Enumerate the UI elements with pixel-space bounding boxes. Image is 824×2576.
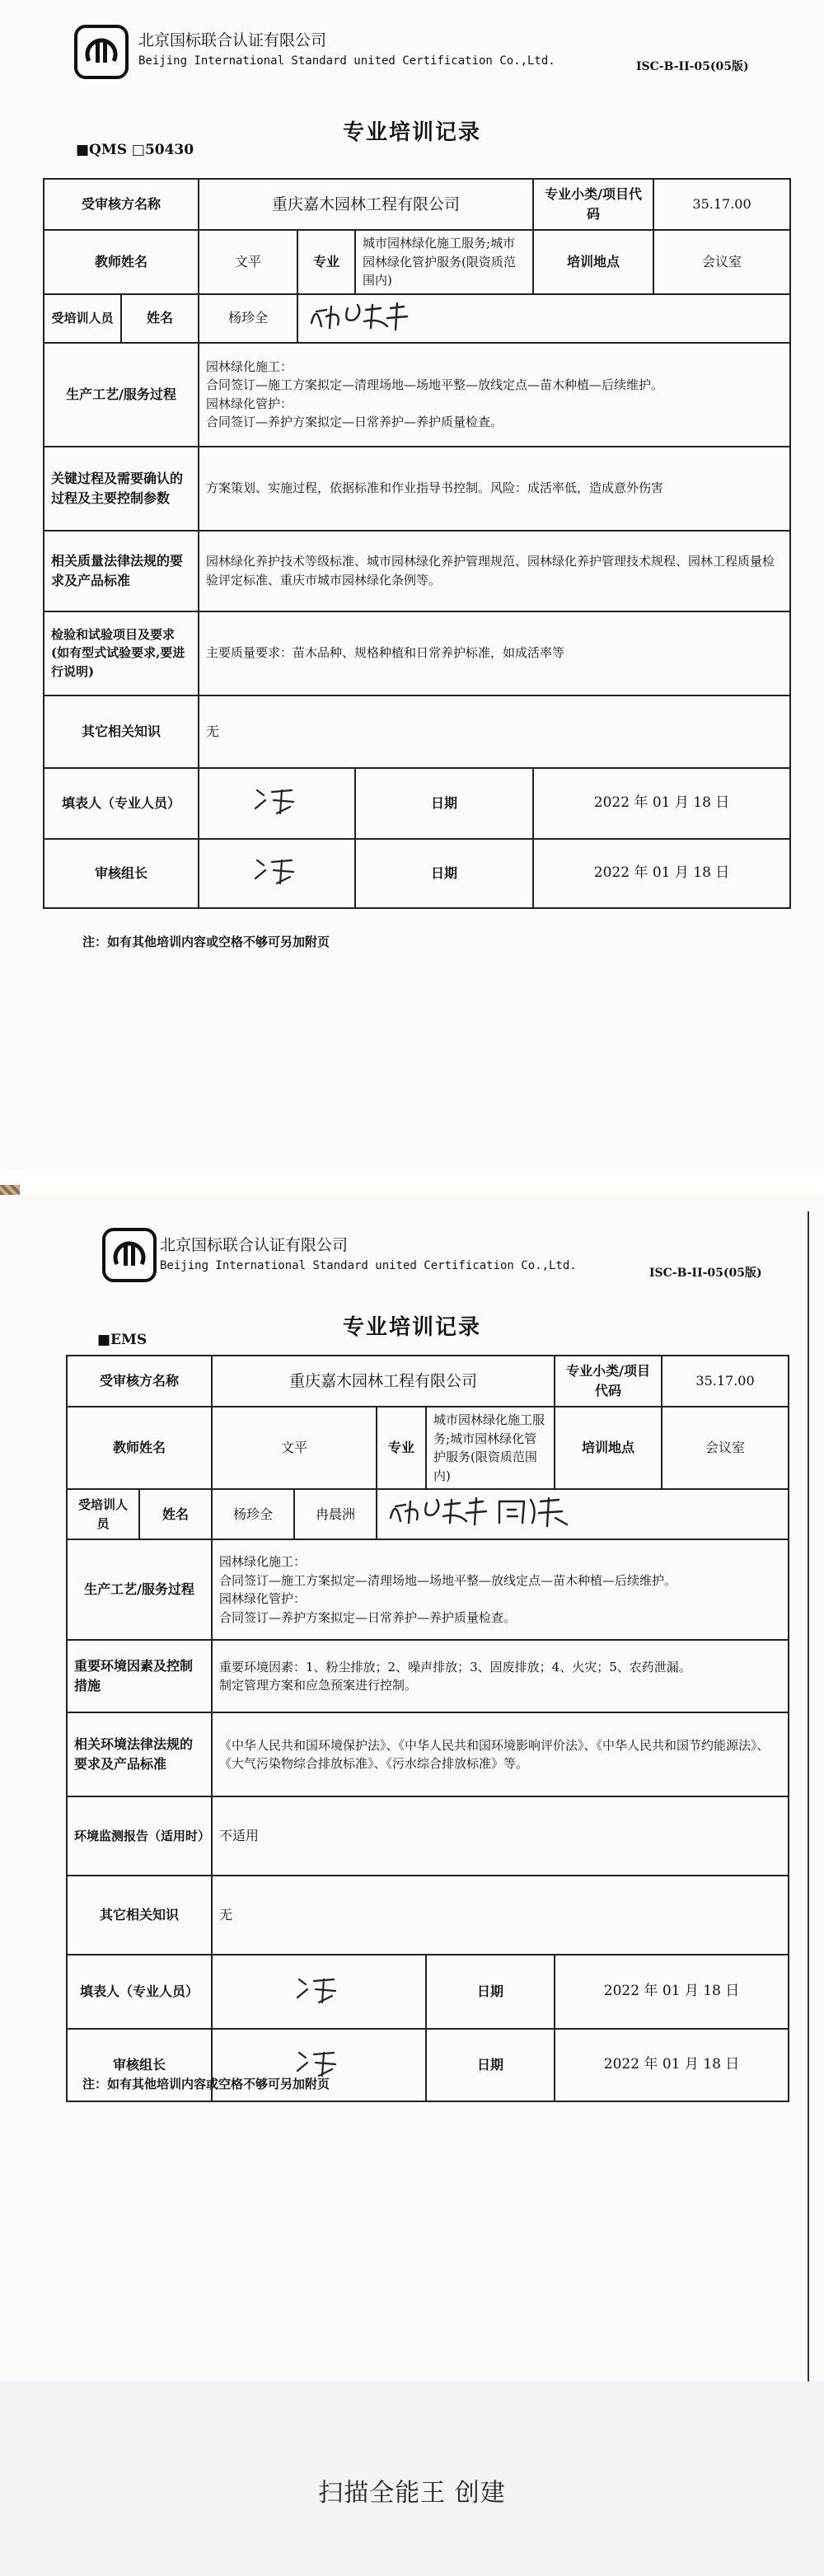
reviewer-date: 2022 年 01 月 18 日 xyxy=(555,2029,789,2101)
org-name-cn: 北京国标联合认证有限公司 xyxy=(160,1236,349,1254)
name-label: 姓名 xyxy=(139,1489,212,1539)
monitor-label: 环境监测报告（适用时） xyxy=(67,1796,212,1876)
doc-number: ISC-B-II-05(05版) xyxy=(649,1267,762,1280)
trainee-label: 受培训人员 xyxy=(67,1489,139,1539)
training-table-qms xyxy=(43,178,791,909)
other-label: 其它相关知识 xyxy=(44,696,199,768)
laws-label: 相关环境法律法规的要求及产品标准 xyxy=(67,1712,212,1796)
category-label: 专业小类/项目代码 xyxy=(533,179,653,230)
standard-tag: ■EMS xyxy=(97,1332,147,1348)
tests-value: 主要质量要求：苗木品种、规格种植和日常养护标准，如成活率等 xyxy=(199,611,790,696)
place-value: 会议室 xyxy=(662,1407,789,1489)
key-process-value: 方案策划、实施过程，依据标准和作业指导书控制。风险：成活率低，造成意外伤害 xyxy=(199,447,790,531)
other-value: 无 xyxy=(212,1876,789,1955)
trainee-signature xyxy=(305,298,412,333)
scan-edge xyxy=(808,1211,809,2382)
env-factor-value: 重要环境因素：1、粉尘排放；2、噪声排放；3、固废排放；4、火灾；5、农药泄漏。 制定管理方案和应急预案进行控制。 xyxy=(212,1640,789,1712)
filler-signature-cell xyxy=(199,768,355,839)
org-logo xyxy=(102,1228,157,1282)
specialty-value: 城市园林绿化施工服务;城市园林绿化管护服务(限资质范围内) xyxy=(426,1407,555,1489)
name-label: 姓名 xyxy=(121,294,199,343)
teacher-label: 教师姓名 xyxy=(44,230,199,294)
teacher-value: 文平 xyxy=(199,230,297,294)
trainee-signature-cell xyxy=(377,1489,789,1539)
scanner-watermark: 扫描全能王 创建 xyxy=(318,2479,506,2508)
trainee-signature-cell xyxy=(297,294,790,343)
specialty-value: 城市园林绿化施工服务;城市园林绿化管护服务(限资质范围内) xyxy=(355,230,533,294)
form-title: 专业培训记录 xyxy=(342,120,481,145)
page-gap xyxy=(0,1170,824,1195)
specialty-label: 专业 xyxy=(297,230,355,294)
laws-value: 《中华人民共和国环境保护法》、《中华人民共和国环境影响评价法》、《中华人民共和国节约能源法》、《大气污染物综合排放标准》、《污水综合排放标准》等。 xyxy=(212,1712,789,1796)
trainee-name: 杨珍全 xyxy=(199,294,297,343)
trainee-signatures xyxy=(384,1493,574,1529)
reviewer-label: 审核组长 xyxy=(44,839,199,908)
org-name-en: Beijing International Standard united Certification Co.,Ltd. xyxy=(160,1259,577,1272)
org-logo xyxy=(74,25,129,79)
page-1 xyxy=(0,0,824,1170)
reviewer-date-label: 日期 xyxy=(355,839,533,908)
company-value: 重庆嘉木园林工程有限公司 xyxy=(199,179,533,230)
filler-signature-cell xyxy=(212,1955,426,2029)
scanner-footer xyxy=(0,2382,824,2576)
trainee-name-2: 冉晨洲 xyxy=(294,1489,377,1539)
form-title: 专业培训记录 xyxy=(342,1315,481,1340)
process-value: 园林绿化施工： 合同签订—施工方案拟定—清理场地—场地平整—放线定点—苗木种植—后续维护。 园林绿化管护： 合同签订—养护方案拟定—日常养护—养护质量检查。 xyxy=(199,343,790,447)
process-label: 生产工艺/服务过程 xyxy=(67,1539,212,1640)
teacher-label: 教师姓名 xyxy=(67,1407,212,1489)
footnote: 注：如有其他培训内容或空格不够可另加附页 xyxy=(82,934,330,949)
reviewer-signature xyxy=(252,854,302,887)
standard-tag: ■QMS □50430 xyxy=(76,142,194,158)
filler-date-label: 日期 xyxy=(355,768,533,839)
reviewer-date: 2022 年 01 月 18 日 xyxy=(533,839,790,908)
filler-signature xyxy=(294,1973,344,2006)
process-label: 生产工艺/服务过程 xyxy=(44,343,199,447)
trainee-name-1: 杨珍全 xyxy=(212,1489,294,1539)
reviewer-signature-cell xyxy=(199,839,355,908)
trainee-label: 受培训人员 xyxy=(44,294,121,343)
category-code: 35.17.00 xyxy=(653,179,790,230)
specialty-label: 专业 xyxy=(377,1407,426,1489)
other-label: 其它相关知识 xyxy=(67,1876,212,1955)
place-label: 培训地点 xyxy=(555,1407,662,1489)
monitor-value: 不适用 xyxy=(212,1796,789,1876)
process-value: 园林绿化施工： 合同签订—施工方案拟定—清理场地—场地平整—放线定点—苗木种植—后续维护。 园林绿化管护： 合同签订—养护方案拟定—日常养护—养护质量检查。 xyxy=(212,1539,789,1640)
laws-label: 相关质量法律法规的要求及产品标准 xyxy=(44,531,199,611)
filler-date: 2022 年 01 月 18 日 xyxy=(555,1955,789,2029)
other-value: 无 xyxy=(199,696,790,768)
reviewer-date-label: 日期 xyxy=(426,2029,555,2101)
filler-label: 填表人（专业人员） xyxy=(67,1955,212,2029)
teacher-value: 文平 xyxy=(212,1407,377,1489)
org-name-cn: 北京国标联合认证有限公司 xyxy=(138,31,327,49)
place-value: 会议室 xyxy=(653,230,790,294)
page-2 xyxy=(0,1195,824,2382)
training-table-ems xyxy=(66,1355,789,2102)
reviewer-label: 审核组长 xyxy=(67,2029,212,2101)
company-value: 重庆嘉木园林工程有限公司 xyxy=(212,1356,555,1407)
company-label: 受审核方名称 xyxy=(44,179,199,230)
laws-value: 园林绿化养护技术等级标准、城市园林绿化养护管理规范、园林绿化养护管理技术规程、园林工程质量检验评定标准、重庆市城市园林绿化条例等。 xyxy=(199,531,790,611)
filler-date-label: 日期 xyxy=(426,1955,555,2029)
doc-number: ISC-B-II-05(05版) xyxy=(636,60,749,73)
tests-label: 检验和试验项目及要求(如有型式试验要求,要进行说明) xyxy=(44,611,199,696)
org-name-en: Beijing International Standard united Certification Co.,Ltd. xyxy=(138,54,555,68)
filler-date: 2022 年 01 月 18 日 xyxy=(533,768,790,839)
company-label: 受审核方名称 xyxy=(67,1356,212,1407)
reviewer-signature xyxy=(294,2046,344,2079)
category-label: 专业小类/项目代码 xyxy=(555,1356,662,1407)
footnote: 注：如有其他培训内容或空格不够可另加附页 xyxy=(82,2077,330,2091)
filler-label: 填表人（专业人员） xyxy=(44,768,199,839)
key-process-label: 关键过程及需要确认的过程及主要控制参数 xyxy=(44,447,199,531)
category-code: 35.17.00 xyxy=(662,1356,789,1407)
place-label: 培训地点 xyxy=(533,230,653,294)
env-factor-label: 重要环境因素及控制措施 xyxy=(67,1640,212,1712)
filler-signature xyxy=(252,784,302,817)
